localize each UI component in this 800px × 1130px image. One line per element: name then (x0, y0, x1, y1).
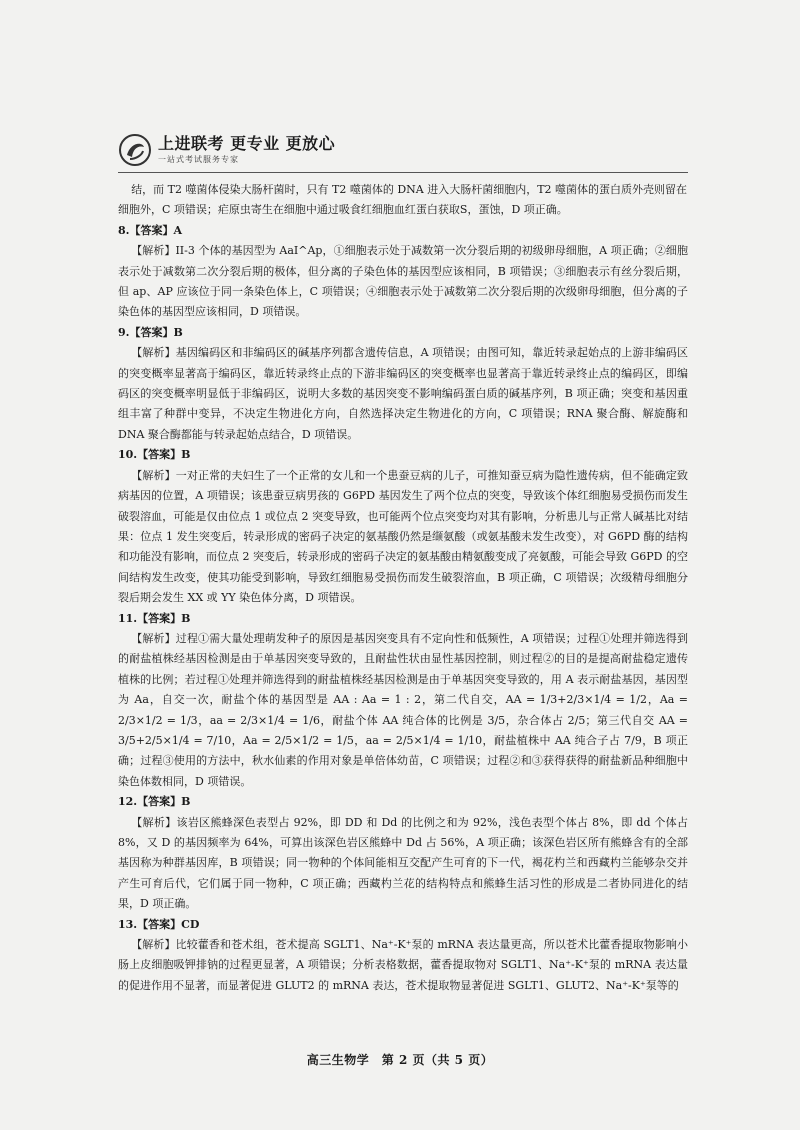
explanation-13: 【解析】比较藿香和苍术组，苍术提高 SGLT1、Na⁺-K⁺泵的 mRNA 表达量更高，所以苍术比藿香提取物影响小肠上皮细胞吸钾排钠的过程更显著，A 项错误；分析表格数据，藿香提取物对 SGLT1、Na⁺-K⁺泵的 mRNA 表达量的促进作用不显著，而显著促进 GLUT2 的 mRNA 表达，苍术提取物显著促进 SGLT1、GLUT2、Na⁺-K⁺泵等的 (118, 938, 688, 992)
answer-content (118, 180, 688, 996)
answer-10: 10.【答案】B (118, 448, 191, 462)
answer-9: 9.【答案】B (118, 325, 183, 339)
page-footer: 高三生物学 第 2 页（共 5 页） (306, 1053, 494, 1067)
answer-8: 8.【答案】A (118, 223, 183, 237)
explanation-12: 【解析】该岩区熊蜂深色表型占 92%，即 DD 和 Dd 的比例之和为 92%，浅色表型个体占 8%，即 dd 个体占 8%，又 D 的基因频率为 64%，可算出该深色岩区熊蜂中 Dd 占 56%，A 项正确；该深色岩区所有熊蜂含有的全部基因称为种群基因库，B 项错误；同一物种的个体间能相互交配产生可育的下一代，褐花杓兰和西藏杓兰能够杂交并产生可育后代，它们属于同一物种，C 项正确；西藏杓兰花的结构特点和熊蜂生活习性的形成是二者协同进化的结果，D 项正确。 (118, 815, 688, 911)
explanation-9: 【解析】基因编码区和非编码区的碱基序列都含遗传信息，A 项错误；由图可知，靠近转录起始点的上游非编码区的突变概率显著高于编码区，靠近转录终止点的下游非编码区的突变概率也显著高于靠近转录终止点的编码区，即编码区的突变概率明显低于非编码区，说明大多数的基因突变不影响编码蛋白质的碱基序列，B 项正确；突变和基因重组丰富了种群中变异，不决定生物进化方向，自然选择决定生物进化的方向，C 项错误；RNA 聚合酶、解旋酶和 DNA 聚合酶都能与转录起始点结合，D 项错误。 (118, 346, 688, 441)
answer-11: 11.【答案】B (118, 611, 191, 625)
logo-subtitle: 一站式考试服务专家 (158, 155, 239, 164)
answer-13: 13.【答案】CD (118, 917, 200, 931)
explanation-8: 【解析】II-3 个体的基因型为 AaI^Ap，①细胞表示处于减数第一次分裂后期的初级卵母细胞，A 项正确；②细胞表示处于减数第二次分裂后期的极体，但分离的子染色体的基因型应该相同，B 项错误；③细胞表示有丝分裂后期，但 ap、AP 应该位于同一条染色体上，C 项错误；④细胞表示处于减数第二次分裂后期的次级卵母细胞，但分离的子染色体的基因型应该相同，D 项错误。 (118, 244, 688, 319)
explanation-11: 【解析】过程①需大量处理萌发种子的原因是基因突变具有不定向性和低频性，A 项错误；过程①处理并筛选得到的耐盐植株经基因检测是由于单基因突变导致的，且耐盐性状由显性基因控制，则过程②的目的是提高耐盐稳定遗传植株的比例；若过程①处理并筛选得到的耐盐植株经基因检测是由于单基因突变导致的，用 A 表示耐盐基因，基因型为 Aa，自交一次，耐盐个体的基因型是 AA : Aa = 1 : 2，第二代自交，AA = 1/3+2/3×1/4 = 1/2，Aa = 2/3×1/2 = 1/3，aa = 2/3×1/4 = 1/6，耐盐个体 AA 纯合体的比例是 3/5，杂合体占 2/5；第三代自交 AA = 3/5+2/5×1/4 = 7/10，Aa = 2/5×1/2 = 1/5，aa = 2/5×1/4 = 1/10，耐盐植株中 AA 纯合子占 7/9，B 项正确；过程③使用的方法中，秋水仙素的作用对象是单倍体幼苗，C 项错误；过程②和③获得获得的耐盐新品种细胞中染色体数相同，D 项错误。 (118, 631, 688, 788)
header-logo (118, 133, 335, 167)
logo-title: 上进联考 更专业 更放心 (158, 134, 336, 153)
header-divider (118, 172, 688, 173)
answer-12: 12.【答案】B (118, 795, 191, 809)
brand-swirl-icon (118, 133, 152, 167)
intro-line-2: 细胞外，C 项错误；疟原虫寄生在细胞中通过吸食红细胞血红蛋白获取S，蛋蚀，D 项正确。 (118, 203, 568, 217)
intro-line-1: 结，而 T2 噬菌体侵染大肠杆菌时，只有 T2 噬菌体的 DNA 进入大肠杆菌细胞内，T2 噬菌体的蛋白质外壳则留在 (131, 183, 688, 196)
explanation-10: 【解析】一对正常的夫妇生了一个正常的女儿和一个患蚕豆病的儿子，可推知蚕豆病为隐性遗传病，但不能确定致病基因的位置，A 项错误；该患蚕豆病男孩的 G6PD 基因发生了两个位点的突变，导致该个体红细胞易受损伤而发生破裂溶血，可能是仅由位点 1 或位点 2 突变导致，也可能两个位点突变均对其有影响，分析患儿与正常人碱基比对结果：位点 1 发生突变后，转录形成的密码子决定的氨基酸仍然是缬氨酸（或氨基酸未发生改变），对 G6PD 酶的结构和功能没有影响，而位点 2 突变后，转录形成的密码子决定的氨基酸由精氨酸变成了亮氨酸，可能会导致 G6PD 的空间结构发生改变，使其功能受到影响，导致红细胞易受损伤而发生破裂溶血，B 项正确，C 项错误；次级精母细胞分裂后期会发生 XX 或 YY 染色体分离，D 项错误。 (118, 468, 688, 605)
